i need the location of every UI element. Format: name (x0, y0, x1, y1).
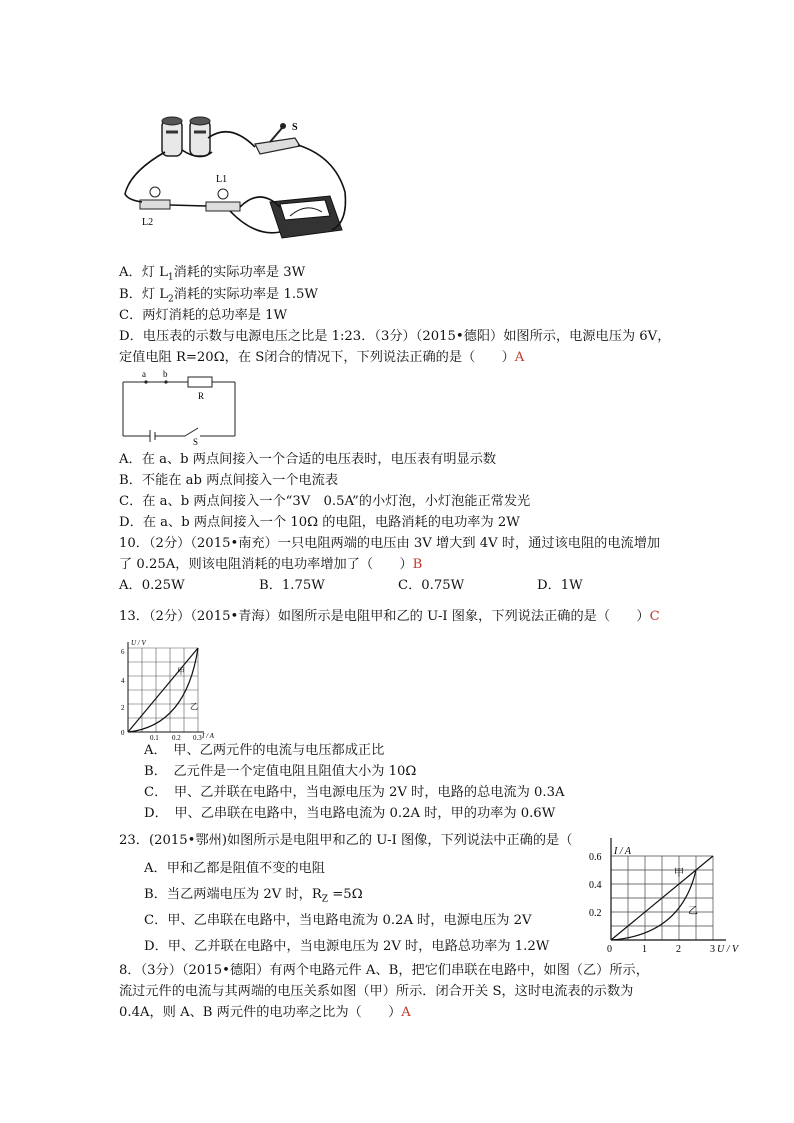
q10-stem-line2: 了 0.25A，则该电阻消耗的电功率增加了（ ）B (119, 557, 423, 572)
q3-option-d: D．电压表的示数与电源电压之比是 1:23．（3分）（2015•德阳）如图所示，电源电压为 6V， (119, 329, 671, 344)
y-axis-label: I / A (614, 846, 632, 857)
q3-option-b: B．灯 $L_2$消耗的实际功率是 1.5W (119, 287, 318, 305)
x-tick: 2 (676, 944, 681, 955)
x-tick: 0.1 (150, 734, 159, 742)
q23-option-b: B．当乙两端电压为 2V 时，$R_Z =5\Omega$ (144, 887, 363, 905)
q13-option-b: B． 乙元件是一个定值电阻且阻值大小为 10Ω (144, 764, 417, 779)
q23-iu-graph (586, 830, 746, 956)
lamp-l2-label: L2 (142, 217, 154, 228)
q8-stem-line2: 流过元件的电流与其两端的电压关系如图（甲）所示．闭合开关 S，这时电流表的示数为 (119, 984, 634, 999)
resistor-label: R (198, 391, 205, 401)
answer-mark: C (649, 609, 660, 624)
q10-option-a: A．0.25W (119, 578, 185, 593)
point-b (164, 380, 167, 383)
q-deyang-option-a: A．在 a、b 两点间接入一个合适的电压表时，电压表有明显示数 (119, 452, 497, 467)
q23-stem: 23．(2015•鄂州)如图所示是电阻甲和乙的 U-I 图像，下列说法中正确的是（ (119, 833, 573, 848)
y-tick: 0.6 (589, 852, 602, 863)
q10-option-b: B．1.75W (259, 578, 325, 593)
y-tick: 0 (121, 729, 125, 737)
point-a-label: a (142, 369, 146, 379)
x-tick: 0 (607, 944, 612, 955)
q13-option-c: C． 甲、乙并联在电路中，当电源电压为 2V 时，电路的总电流为 0.3A (144, 785, 565, 800)
curve-jia-label: 甲 (177, 667, 185, 676)
circuit-photo-figure (120, 112, 355, 247)
point-b-label: b (163, 369, 168, 379)
q-deyang-option-c: C．在 a、b 两点间接入一个“3V 0.5A”的小灯泡，小灯泡能正常发光 (119, 494, 531, 509)
x-tick: 0.2 (172, 734, 181, 742)
y-axis-label: U / V (131, 639, 146, 647)
answer-mark: A (514, 350, 525, 365)
q3-option-a: A．灯 $L_1$消耗的实际功率是 3W (119, 265, 306, 283)
y-tick: 0.4 (589, 880, 602, 891)
q13-ui-graph (116, 634, 216, 742)
x-tick: 0.3 (193, 734, 202, 742)
x-axis-label: I / A (202, 732, 214, 740)
y-tick: 6 (121, 648, 125, 656)
q10-option-c: C．0.75W (398, 578, 465, 593)
q23-option-d: D．甲、乙并联在电路中，当电源电压为 2V 时，电路总功率为 1.2W (144, 939, 550, 954)
switch-label: S (292, 122, 298, 133)
lamp-l1-icon (206, 189, 240, 211)
x-axis-label: U / V (717, 944, 739, 955)
q23-option-c: C．甲、乙串联在电路中，当电路电流为 0.2A 时，电源电压为 2V (144, 913, 532, 928)
q-deyang-option-b: B．不能在 ab 两点间接入一个电流表 (119, 473, 339, 488)
curve-yi-label: 乙 (688, 906, 698, 917)
q13-stem: 13．（2分）（2015•青海）如图所示是电阻甲和乙的 U-I 图象，下列说法正确的是（ ）C (119, 609, 660, 624)
y-tick: 4 (121, 677, 125, 685)
q8-stem-line3: 0.4A，则 A、B 两元件的电功率之比为（ ）A (119, 1005, 411, 1020)
q23-option-a: A．甲和乙都是阻值不变的电阻 (144, 861, 325, 876)
q8-stem-line1: 8．（3分）（2015•德阳）有两个电路元件 A、B，把它们串联在电路中，如图（乙）所示， (119, 963, 649, 978)
y-tick: 0.2 (589, 908, 602, 919)
battery-icon (162, 117, 210, 156)
answer-mark: A (401, 1005, 411, 1020)
switch-label: S (193, 437, 199, 447)
y-tick: 2 (121, 704, 125, 712)
x-tick: 3 (710, 944, 715, 955)
lamp-l2-icon (140, 187, 170, 209)
q10-option-d: D．1W (537, 578, 583, 593)
answer-mark: B (412, 557, 423, 572)
simple-circuit-figure (120, 368, 240, 447)
q-deyang-option-d: D．在 a、b 两点间接入一个 10Ω 的电阻，电路消耗的电功率为 2W (119, 515, 520, 530)
voltmeter-icon (270, 196, 342, 238)
lamp-l1-label: L1 (216, 174, 228, 185)
curve-yi-label: 乙 (190, 702, 198, 711)
q3-option-c: C．两灯消耗的总功率是 1W (119, 308, 288, 323)
q-deyang-stem: 定值电阻 R=20Ω，在 S闭合的情况下，下列说法正确的是（ ）A (119, 350, 525, 365)
q13-option-a: A． 甲、乙两元件的电流与电压都成正比 (144, 743, 385, 758)
q13-option-d: D． 甲、乙串联在电路中，当电路电流为 0.2A 时，甲的功率为 0.6W (144, 806, 556, 821)
q10-stem-line1: 10．（2分）（2015•南充）一只电阻两端的电压由 3V 增大到 4V 时，通过该电阻的电流增加 (119, 536, 661, 551)
curve-jia-label: 甲 (674, 868, 684, 879)
point-a (144, 380, 147, 383)
x-tick: 1 (642, 944, 647, 955)
